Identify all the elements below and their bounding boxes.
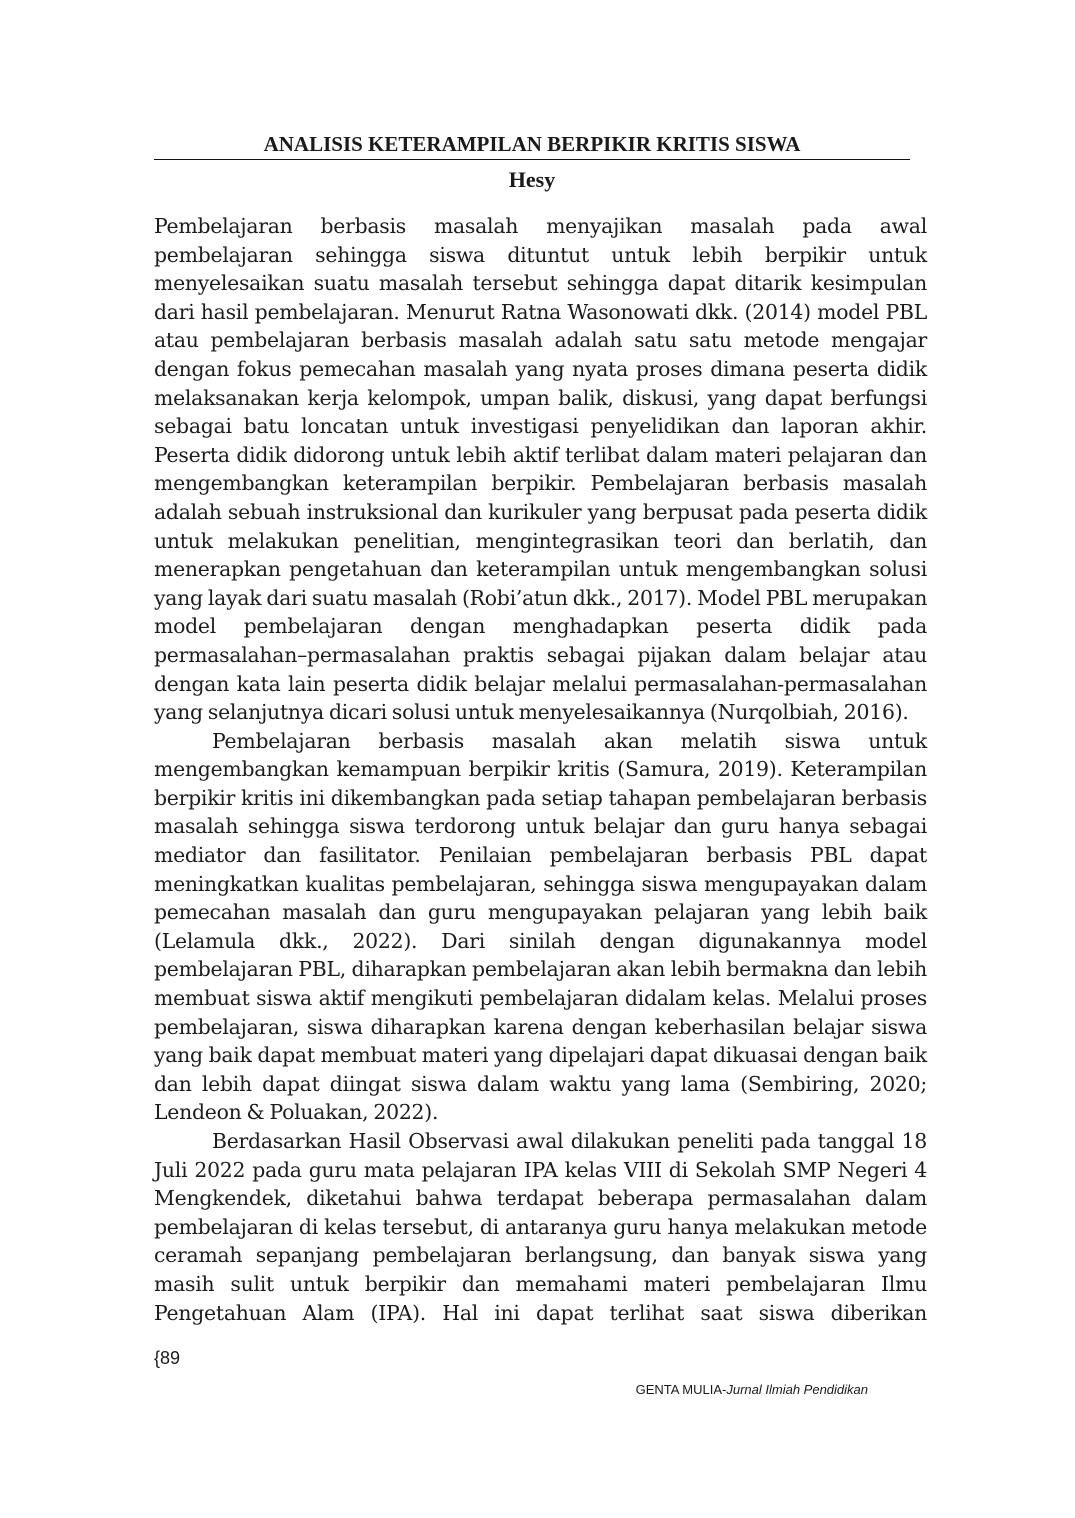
paragraph-line: melaksanakan kerja kelompok, umpan balik, diskusi, yang dapat berfungsi [154,385,927,410]
paragraph-line: dari hasil pembelajaran. Menurut Ratna Wasonowati dkk. (2014) model PBL [154,299,927,324]
paragraph [154,212,927,727]
paragraph-line: yang baik dapat membuat materi yang dipelajari dapat dikuasai dengan baik [154,1043,927,1068]
paragraph-line: mengembangkan keterampilan berpikir. Pembelajaran berbasis masalah [154,471,927,496]
paragraph-line: (Lelamula dkk., 2022). Dari sinilah dengan digunakannya model [154,928,927,953]
paragraph-line: yang layak dari suatu masalah (Robi’atun dkk., 2017). Model PBL merupakan [154,585,928,610]
paragraph-line: untuk melakukan penelitian, mengintegrasikan teori dan berlatih, dan [154,528,927,553]
paragraph-line: atau pembelajaran berbasis masalah adalah satu satu metode mengajar [154,328,927,353]
paragraph-line: pembelajaran sehingga siswa dituntut untuk lebih berpikir untuk [154,242,927,267]
paragraph-line: permasalahan–permasalahan praktis sebagai pijakan dalam belajar atau [154,642,927,667]
author-name: Hesy [508,167,556,192]
paragraph-line: model pembelajaran dengan menghadapkan peserta didik pada [154,614,927,639]
page-number: {89 [154,1348,181,1368]
paragraph-line: pembelajaran di kelas tersebut, di antaranya guru hanya melakukan metode [154,1214,927,1239]
paragraph-line: sebagai batu loncatan untuk investigasi penyelidikan dan laporan akhir. [154,414,927,439]
paragraph-line: Peserta didik didorong untuk lebih aktif terlibat dalam materi pelajaran dan [154,442,927,467]
paragraph-line: dengan fokus pemecahan masalah yang nyata proses dimana peserta didik [154,356,927,381]
paragraph-line: Pembelajaran berbasis masalah menyajikan masalah pada awal [154,214,927,238]
paragraph-line: menerapkan pengetahuan dan keterampilan untuk mengembangkan solusi [154,557,927,582]
paragraph-line: dengan kata lain peserta didik belajar melalui permasalahan-permasalahan [154,671,927,696]
paragraph-line: adalah sebuah instruksional dan kurikuler yang berpusat pada peserta didik [154,499,927,524]
paragraph-line: menyelesaikan suatu masalah tersebut sehingga dapat ditarik kesimpulan [154,271,927,296]
paragraph-line: ceramah sepanjang pembelajaran berlangsung, dan banyak siswa yang [154,1243,927,1268]
paragraph-line: Pengetahuan Alam (IPA). Hal ini dapat terlihat saat siswa diberikan [154,1300,927,1325]
paragraph-line: meningkatkan kualitas pembelajaran, sehingga siswa mengupayakan dalam [154,871,927,896]
paragraph-line: Mengkendek, diketahui bahwa terdapat beberapa permasalahan dalam [154,1186,927,1211]
paragraph-line: dan lebih dapat diingat siswa dalam waktu yang lama (Sembiring, 2020; [154,1071,927,1096]
paragraph-line: Pembelajaran berbasis masalah akan melatih siswa untuk [212,728,927,753]
paragraph-line: mengembangkan kemampuan berpikir kritis (Samura, 2019). Keterampilan [154,757,927,782]
paragraph-line: Lendeon & Poluakan, 2022). [154,1100,439,1125]
paragraph-line: pemecahan masalah dan guru mengupayakan pelajaran yang lebih baik [154,900,927,925]
paragraph-line: pembelajaran PBL, diharapkan pembelajaran akan lebih bermakna dan lebih [154,957,927,982]
article-body [154,212,927,1327]
paragraph [154,727,927,1127]
journal-subtitle: Jurnal Ilmiah Pendidikan [726,1382,868,1397]
paragraph-line: Juli 2022 pada guru mata pelajaran IPA kelas VIII di Sekolah SMP Negeri 4 [154,1157,927,1182]
paragraph-line: pembelajaran, siswa diharapkan karena dengan keberhasilan belajar siswa [154,1014,927,1039]
paragraph-line: berpikir kritis ini dikembangkan pada setiap tahapan pembelajaran berbasis [154,785,927,810]
paragraph-line: membuat siswa aktif mengikuti pembelajaran didalam kelas. Melalui proses [154,986,927,1011]
paragraph-line: masih sulit untuk berpikir dan memahami materi pembelajaran Ilmu [154,1271,927,1296]
paragraph [154,1127,927,1327]
paragraph-line: Berdasarkan Hasil Observasi awal dilakukan peneliti pada tanggal 18 [212,1129,927,1153]
article-title: ANALISIS KETERAMPILAN BERPIKIR KRITIS SISWA [263,132,801,156]
paragraph-line: yang selanjutnya dicari solusi untuk menyelesaikannya (Nurqolbiah, 2016). [154,700,909,725]
journal-name: GENTA MULIA- [635,1382,727,1397]
paragraph-line: mediator dan fasilitator. Penilaian pembelajaran berbasis PBL dapat [154,843,927,868]
page-header-title [154,129,910,160]
journal-footer [636,1381,868,1399]
paragraph-line: masalah sehingga siswa terdorong untuk belajar dan guru hanya sebagai [154,814,927,839]
